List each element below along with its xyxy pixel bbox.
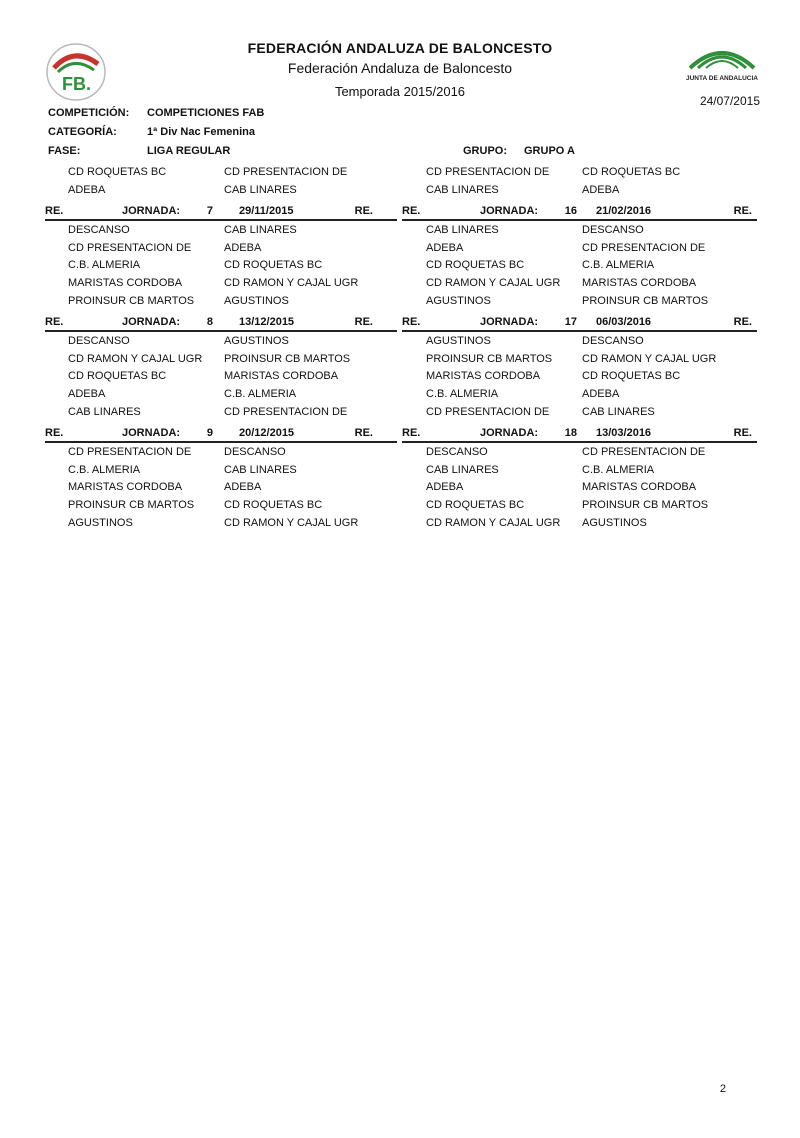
away-team: CD ROQUETAS BC — [224, 499, 323, 511]
home-team: ADEBA — [68, 388, 106, 400]
home-team: DESCANSO — [68, 335, 130, 347]
re-label: RE. — [45, 427, 64, 439]
home-team: MARISTAS CORDOBA — [426, 370, 541, 382]
jornada-date: 29/11/2015 — [239, 205, 294, 217]
home-team: CD RAMON Y CAJAL UGR — [426, 277, 561, 289]
home-team: CAB LINARES — [426, 464, 499, 476]
away-team: PROINSUR CB MARTOS — [582, 295, 709, 307]
top-left-home-1: CD ROQUETAS BC — [68, 166, 167, 178]
jornada-label: JORNADA: — [122, 427, 181, 439]
away-team: AGUSTINOS — [224, 335, 289, 347]
page-number: 2 — [719, 1083, 726, 1095]
away-team: MARISTAS CORDOBA — [224, 370, 339, 382]
jornada-number: 17 — [564, 316, 577, 328]
jornada-number: 18 — [564, 427, 577, 439]
home-team: CD PRESENTACION DE — [426, 406, 550, 418]
top-right-away-1: CD ROQUETAS BC — [582, 166, 681, 178]
re-label: RE. — [354, 427, 373, 439]
away-team: ADEBA — [582, 388, 620, 400]
home-team: CD RAMON Y CAJAL UGR — [426, 517, 561, 529]
away-team: CD PRESENTACION DE — [582, 242, 706, 254]
home-team: AGUSTINOS — [426, 335, 491, 347]
fase-label: FASE: — [48, 145, 81, 157]
jornada-label: JORNADA: — [480, 427, 539, 439]
federation-title: FEDERACIÓN ANDALUZA DE BALONCESTO — [247, 40, 553, 56]
round-divider — [402, 330, 757, 332]
re-label: RE. — [733, 205, 752, 217]
away-team: CAB LINARES — [224, 224, 297, 236]
print-date: 24/07/2015 — [699, 94, 760, 108]
home-team: DESCANSO — [426, 446, 488, 458]
grupo-label: GRUPO: — [463, 145, 507, 157]
re-label: RE. — [733, 316, 752, 328]
home-team: C.B. ALMERIA — [426, 388, 499, 400]
home-team: PROINSUR CB MARTOS — [426, 353, 553, 365]
home-team: AGUSTINOS — [426, 295, 491, 307]
federation-subtitle: Federación Andaluza de Baloncesto — [287, 60, 513, 76]
round-divider — [45, 441, 397, 443]
top-left-away-2: CAB LINARES — [224, 184, 297, 196]
home-team: C.B. ALMERIA — [68, 464, 141, 476]
home-team: CAB LINARES — [68, 406, 141, 418]
home-team: CD RAMON Y CAJAL UGR — [68, 353, 203, 365]
jornada-date: 13/03/2016 — [596, 427, 652, 439]
round-divider — [45, 330, 397, 332]
competicion-label: COMPETICIÓN: — [48, 107, 130, 119]
jornada-number: 16 — [564, 205, 577, 217]
competicion-value: COMPETICIONES FAB — [147, 107, 265, 119]
re-label: RE. — [45, 205, 64, 217]
home-team: CD PRESENTACION DE — [68, 242, 192, 254]
away-team: DESCANSO — [582, 224, 644, 236]
re-label: RE. — [354, 316, 373, 328]
away-team: CAB LINARES — [224, 464, 297, 476]
season-label: Temporada 2015/2016 — [334, 84, 466, 99]
home-team: PROINSUR CB MARTOS — [68, 295, 195, 307]
top-left-home-2: ADEBA — [68, 184, 106, 196]
categoria-value: 1ª Div Nac Femenina — [147, 126, 256, 138]
away-team: DESCANSO — [582, 335, 644, 347]
away-team: CD ROQUETAS BC — [582, 370, 681, 382]
jornada-label: JORNADA: — [480, 316, 539, 328]
svg-text:FB.: FB. — [62, 74, 91, 94]
fase-value: LIGA REGULAR — [147, 145, 231, 157]
away-team: CD RAMON Y CAJAL UGR — [224, 517, 359, 529]
away-team: MARISTAS CORDOBA — [582, 481, 697, 493]
away-team: ADEBA — [224, 242, 262, 254]
jornada-number: 8 — [206, 316, 213, 328]
re-label: RE. — [402, 205, 421, 217]
away-team: CD PRESENTACION DE — [224, 406, 348, 418]
categoria-label: CATEGORÍA: — [48, 126, 117, 138]
away-team: ADEBA — [224, 481, 262, 493]
jornada-label: JORNADA: — [122, 205, 181, 217]
grupo-value: GRUPO A — [524, 145, 575, 157]
away-team: PROINSUR CB MARTOS — [582, 499, 709, 511]
home-team: MARISTAS CORDOBA — [68, 481, 183, 493]
home-team: MARISTAS CORDOBA — [68, 277, 183, 289]
away-team: AGUSTINOS — [224, 295, 289, 307]
top-right-away-2: ADEBA — [582, 184, 620, 196]
home-team: CD PRESENTACION DE — [68, 446, 192, 458]
away-team: C.B. ALMERIA — [582, 464, 655, 476]
away-team: PROINSUR CB MARTOS — [224, 353, 351, 365]
jornada-date: 21/02/2016 — [596, 205, 652, 217]
re-label: RE. — [402, 427, 421, 439]
jornada-date: 06/03/2016 — [596, 316, 652, 328]
away-team: MARISTAS CORDOBA — [582, 277, 697, 289]
home-team: AGUSTINOS — [68, 517, 133, 529]
jornada-label: JORNADA: — [480, 205, 539, 217]
away-team: DESCANSO — [224, 446, 286, 458]
away-team: CD RAMON Y CAJAL UGR — [582, 353, 717, 365]
round-divider — [402, 219, 757, 221]
re-label: RE. — [402, 316, 421, 328]
re-label: RE. — [45, 316, 64, 328]
jornada-date: 20/12/2015 — [239, 427, 295, 439]
home-team: C.B. ALMERIA — [68, 259, 141, 271]
top-right-home-2: CAB LINARES — [426, 184, 499, 196]
jornada-date: 13/12/2015 — [239, 316, 295, 328]
jornada-label: JORNADA: — [122, 316, 181, 328]
round-divider — [45, 219, 397, 221]
round-divider — [402, 441, 757, 443]
home-team: ADEBA — [426, 242, 464, 254]
away-team: CAB LINARES — [582, 406, 655, 418]
home-team: CAB LINARES — [426, 224, 499, 236]
svg-text:JUNTA DE ANDALUCIA: JUNTA DE ANDALUCIA — [686, 75, 758, 82]
jornada-number: 9 — [206, 427, 213, 439]
home-team: ADEBA — [426, 481, 464, 493]
away-team: C.B. ALMERIA — [224, 388, 297, 400]
home-team: CD ROQUETAS BC — [426, 259, 525, 271]
re-label: RE. — [354, 205, 373, 217]
home-team: CD ROQUETAS BC — [426, 499, 525, 511]
home-team: PROINSUR CB MARTOS — [68, 499, 195, 511]
top-left-away-1: CD PRESENTACION DE — [224, 166, 348, 178]
re-label: RE. — [733, 427, 752, 439]
away-team: CD PRESENTACION DE — [582, 446, 706, 458]
home-team: CD ROQUETAS BC — [68, 370, 167, 382]
jornada-number: 7 — [206, 205, 213, 217]
away-team: AGUSTINOS — [582, 517, 647, 529]
away-team: CD ROQUETAS BC — [224, 259, 323, 271]
top-right-home-1: CD PRESENTACION DE — [426, 166, 550, 178]
away-team: CD RAMON Y CAJAL UGR — [224, 277, 359, 289]
home-team: DESCANSO — [68, 224, 130, 236]
away-team: C.B. ALMERIA — [582, 259, 655, 271]
